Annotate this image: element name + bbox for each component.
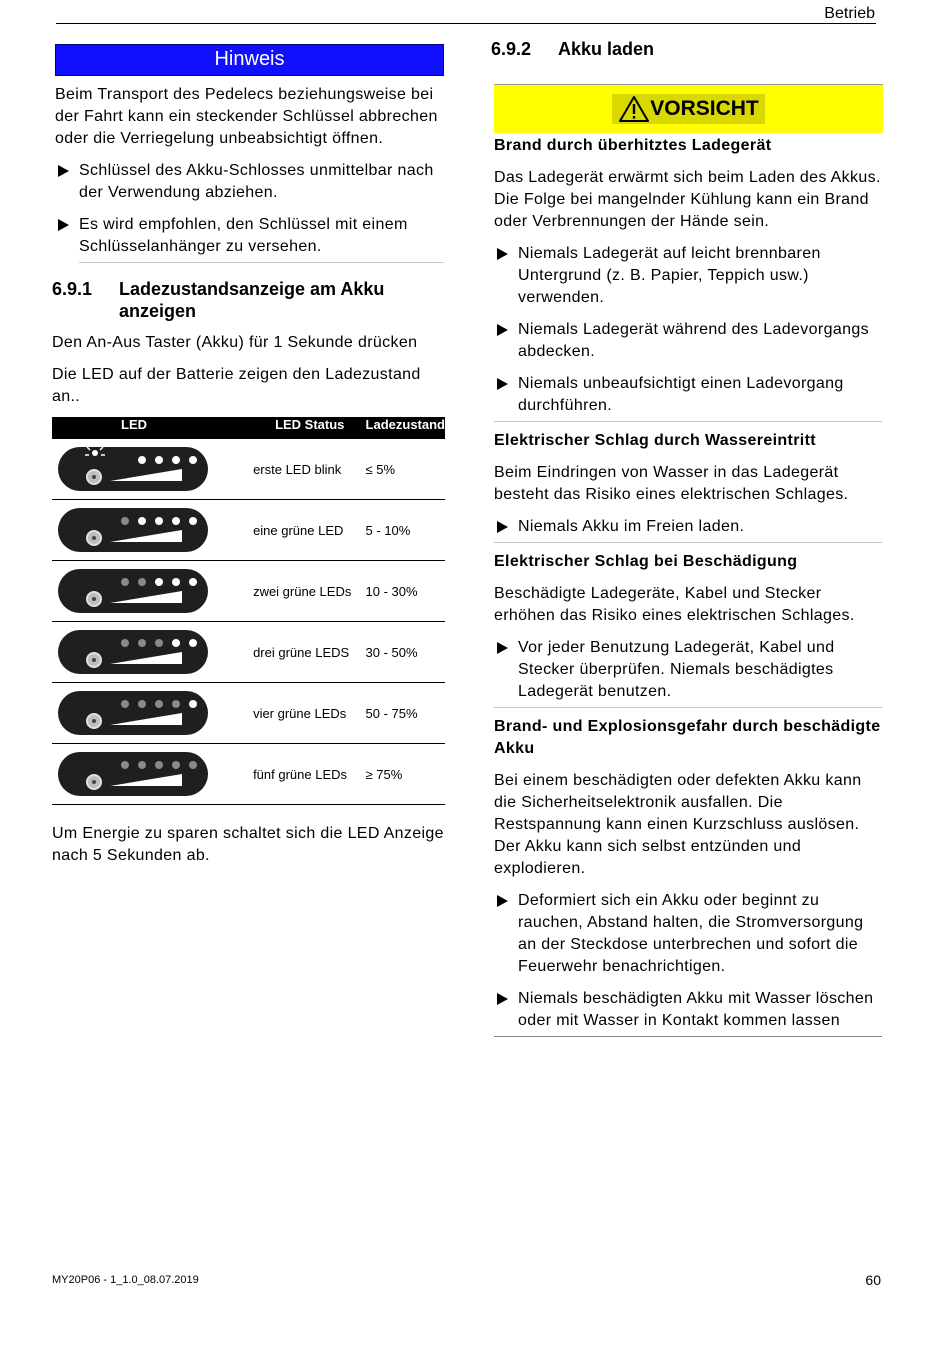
charge-level-cell: ≤ 5% — [354, 439, 445, 500]
instruction-text: Den An-Aus Taster (Akku) für 1 Sekunde drücken — [52, 334, 418, 351]
charge-level-cell: 30 - 50% — [354, 622, 445, 683]
table-row — [52, 622, 445, 683]
battery-led-indicator — [58, 508, 208, 552]
led-dot-icon — [121, 578, 129, 586]
divider — [494, 707, 882, 708]
hazard-text: Das Ladegerät erwärmt sich beim Laden des Akkus. Die Folge bei mangelnder Kühlung kann ein Brand oder Verbrennungen der Hände sein. — [494, 169, 881, 230]
hinweis-banner: Hinweis — [55, 44, 444, 76]
hazard-text: Bei einem beschädigten oder defekten Akku kann die Sicherheitselektronik ausfallen. Die Restspannung kann einen Kurzschluss auslösen. Der Akku kann sich selbst entzünden und explodieren. — [494, 772, 862, 877]
section-number: 6.9.2 — [491, 39, 532, 59]
led-dot-icon — [189, 517, 197, 525]
led-dot-icon — [172, 639, 180, 647]
power-button-icon — [86, 774, 102, 790]
table-header-row — [52, 417, 445, 439]
charge-level-cell: ≥ 75% — [354, 744, 445, 805]
battery-led-indicator — [58, 447, 208, 491]
led-dot-icon — [121, 700, 129, 708]
led-dot-icon — [155, 517, 163, 525]
hazard-bullet: Niemals unbeaufsichtigt einen Ladevorgang durchführen. — [494, 373, 882, 417]
bullet-triangle-icon — [58, 219, 69, 231]
led-indicator-cell — [52, 683, 245, 744]
battery-led-indicator — [58, 752, 208, 796]
blink-rays-icon — [85, 443, 105, 463]
hazard-text: Beschädigte Ladegeräte, Kabel und Stecker erhöhen das Risiko eines elektrischen Schlages. — [494, 585, 855, 624]
led-dot-icon — [138, 761, 146, 769]
led-dot-icon — [138, 700, 146, 708]
bullet-triangle-icon — [497, 378, 508, 390]
led-dot-icon — [155, 761, 163, 769]
section-heading-691 — [52, 278, 444, 322]
charge-level-cell: 5 - 10% — [354, 500, 445, 561]
hazard-list — [491, 135, 882, 1037]
divider — [494, 542, 882, 543]
led-dot-icon — [189, 761, 197, 769]
led-dot-icon — [121, 639, 129, 647]
led-dot-icon — [172, 517, 180, 525]
led-dot-icon — [172, 700, 180, 708]
section-number: 6.9.1 — [52, 279, 93, 299]
bullet-triangle-icon — [58, 165, 69, 177]
hazard-bullet: Deformiert sich ein Akku oder beginnt zu rauchen, Abstand halten, die Stromversorgung an der Steckdose unterbrechen und sofort die Feuerwehr benachrichtigen. — [494, 890, 882, 978]
column-header: LED Status — [245, 417, 353, 439]
divider — [79, 262, 444, 263]
hinweis-text: Beim Transport des Pedelecs beziehungsweise bei der Fahrt kann ein steckender Schlüssel abbrechen oder die Verriegelung unbeabsichtigt öffnen. — [55, 86, 438, 147]
led-dot-icon — [138, 639, 146, 647]
led-status-cell: zwei grüne LEDs — [245, 561, 353, 622]
hinweis-bullet: Es wird empfohlen, den Schlüssel mit einem Schlüsselanhänger zu versehen. — [55, 214, 444, 258]
led-indicator-cell — [52, 500, 245, 561]
hazard-bullet: Niemals Akku im Freien laden. — [494, 516, 882, 538]
led-indicator-cell — [52, 439, 245, 500]
bullet-triangle-icon — [497, 642, 508, 654]
led-dot-icon — [172, 761, 180, 769]
charge-wedge-icon — [110, 469, 182, 481]
charge-wedge-icon — [110, 713, 182, 725]
header-section-title: Betrieb — [824, 5, 875, 22]
led-dot-icon — [138, 517, 146, 525]
divider — [494, 1036, 882, 1037]
power-button-icon — [86, 591, 102, 607]
footer-doc-id: MY20P06 - 1_1.0_08.07.2019 — [52, 1274, 199, 1286]
hinweis-bullet: Schlüssel des Akku-Schlosses unmittelbar nach der Verwendung abziehen. — [55, 160, 444, 204]
bullet-triangle-icon — [497, 993, 508, 1005]
instruction-text: Die LED auf der Batterie zeigen den Ladezustand an.. — [52, 366, 421, 405]
charge-wedge-icon — [110, 591, 182, 603]
led-dot-icon — [189, 700, 197, 708]
led-dot-icon — [155, 639, 163, 647]
table-row — [52, 500, 445, 561]
section-heading-692 — [491, 38, 882, 60]
column-header: LED — [52, 417, 245, 439]
hazard-text: Beim Eindringen von Wasser in das Ladegerät besteht das Risiko eines elektrischen Schlages. — [494, 464, 849, 503]
power-button-icon — [86, 713, 102, 729]
led-indicator-cell — [52, 622, 245, 683]
energy-note: Um Energie zu sparen schaltet sich die LED Anzeige nach 5 Sekunden ab. — [52, 825, 444, 864]
led-dot-icon — [121, 761, 129, 769]
warning-banner — [494, 84, 883, 133]
charge-level-cell: 10 - 30% — [354, 561, 445, 622]
led-status-table — [52, 417, 445, 805]
led-dot-icon — [172, 456, 180, 464]
led-dot-icon — [138, 456, 146, 464]
hazard-bullet: Niemals Ladegerät auf leicht brennbaren Untergrund (z. B. Papier, Teppich usw.) verwenden. — [494, 243, 882, 309]
led-status-cell: eine grüne LED — [245, 500, 353, 561]
led-status-cell: vier grüne LEDs — [245, 683, 353, 744]
hazard-bullet: Niemals Ladegerät während des Ladevorgangs abdecken. — [494, 319, 882, 363]
charge-wedge-icon — [110, 652, 182, 664]
hazard-title: Brand- und Explosionsgefahr durch beschädigte Akku — [494, 718, 881, 757]
led-dot-icon — [189, 456, 197, 464]
table-row — [52, 561, 445, 622]
battery-led-indicator — [58, 630, 208, 674]
bullet-triangle-icon — [497, 324, 508, 336]
led-dot-icon — [172, 578, 180, 586]
led-dot-icon — [155, 456, 163, 464]
bullet-triangle-icon — [497, 521, 508, 533]
right-column — [491, 38, 882, 1037]
table-row — [52, 744, 445, 805]
hazard-title: Brand durch überhitztes Ladegerät — [494, 137, 772, 154]
charge-level-cell: 50 - 75% — [354, 683, 445, 744]
page-number: 60 — [865, 1272, 881, 1288]
table-row — [52, 439, 445, 500]
led-status-cell: drei grüne LEDS — [245, 622, 353, 683]
led-dot-icon — [155, 578, 163, 586]
hazard-bullet: Niemals beschädigten Akku mit Wasser löschen oder mit Wasser in Kontakt kommen lassen — [494, 988, 882, 1032]
power-button-icon — [86, 652, 102, 668]
section-title: Akku laden — [558, 39, 655, 59]
led-dot-icon — [155, 700, 163, 708]
warning-label: VORSICHT — [650, 97, 759, 120]
battery-led-indicator — [58, 691, 208, 735]
battery-led-indicator — [58, 569, 208, 613]
hazard-bullet: Vor jeder Benutzung Ladegerät, Kabel und Stecker überprüfen. Niemals beschädigtes Ladegerät benutzen. — [494, 637, 882, 703]
warning-triangle-icon — [618, 95, 650, 123]
table-row — [52, 683, 445, 744]
power-button-icon — [86, 530, 102, 546]
charge-wedge-icon — [110, 774, 182, 786]
led-status-cell: fünf grüne LEDs — [245, 744, 353, 805]
divider — [494, 421, 882, 422]
hazard-title: Elektrischer Schlag durch Wassereintritt — [494, 432, 816, 449]
led-dot-icon — [138, 578, 146, 586]
column-header: Ladezustand — [354, 417, 445, 439]
header-rule — [56, 23, 876, 24]
warning-label-box — [612, 94, 765, 124]
led-indicator-cell — [52, 744, 245, 805]
section-title: Ladezustandsanzeige am Akku anzeigen — [119, 279, 385, 321]
led-status-cell: erste LED blink — [245, 439, 353, 500]
bullet-triangle-icon — [497, 895, 508, 907]
led-dot-icon — [121, 517, 129, 525]
hazard-title: Elektrischer Schlag bei Beschädigung — [494, 553, 798, 570]
charge-wedge-icon — [110, 530, 182, 542]
led-indicator-cell — [52, 561, 245, 622]
left-column — [52, 44, 444, 867]
bullet-triangle-icon — [497, 248, 508, 260]
led-dot-icon — [189, 578, 197, 586]
power-button-icon — [86, 469, 102, 485]
led-dot-icon — [189, 639, 197, 647]
